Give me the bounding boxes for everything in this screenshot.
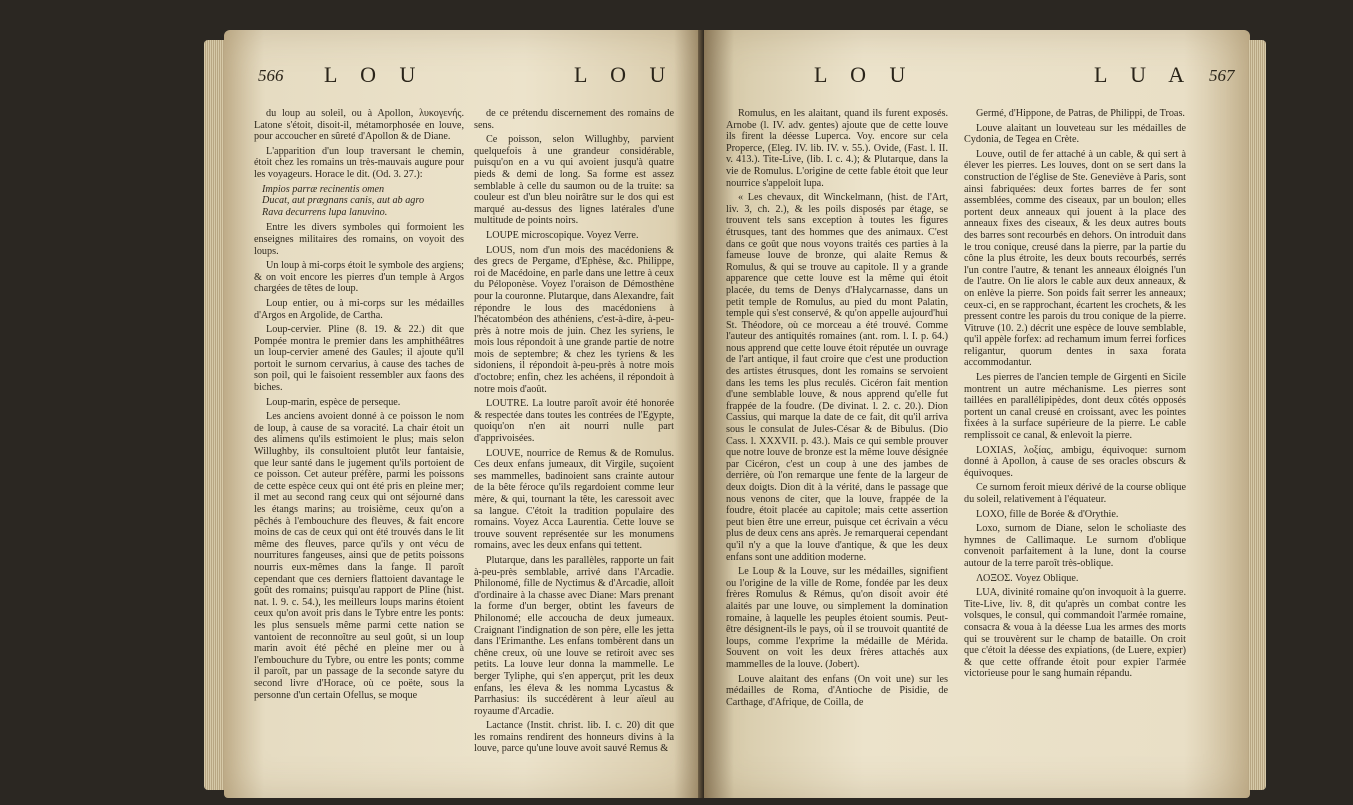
paragraph: du loup au soleil, ou à Apollon, λυκογενής. Latone s'étoit, disoit-il, métamorphosée en louve, pour accoucher en sûreté d'Apollon & de Diane. xyxy=(254,108,464,143)
paragraph: Un loup à mi-corps étoit le symbole des argiens; & on voit encore les pierres d'un temple à Argos chargées de têtes de loup. xyxy=(254,260,464,295)
paragraph: Loup-marin, espèce de perseque. xyxy=(266,396,401,408)
paragraph: Germé, d'Hippone, de Patras, de Philippi, de Troas. xyxy=(976,108,1185,119)
running-head-left-b: L O U xyxy=(574,62,675,87)
paragraph: Louve alaitant un louveteau sur les médailles de Cydonia, de Tegea en Crète. xyxy=(964,122,1186,146)
verse-line: Ducat, aut prægnans canis, aut ab agro xyxy=(262,195,425,207)
page-number-right: 567 xyxy=(1209,66,1235,85)
running-head-left-a: L O U xyxy=(324,62,425,87)
paragraph: Entre les divers symboles qui formoient les enseignes militaires des romains, on voyoit des loups. xyxy=(254,222,464,257)
right-page-column-1 xyxy=(726,108,948,711)
running-head-right-a: L O U xyxy=(814,62,915,87)
paragraph: Louve, outil de fer attaché à un cable, & qui sert à élever les pierres. Les louves, dont on se sert dans la construction de l'église de Ste. Geneviève à Paris, sont ainsi fabriquées: deux fortes barres de fer sont assemblées, comme des ciseaux, par un boulon; elles portent deux anneaux qui jouent à la place des anneaux fixes des ciseaux, & les deux autres bouts des barres sont recourbés en dehors. On introduit dans le trou conique, creusé dans la pierre, par la partie du cône la plus étroite, les deux bouts recourbés, serrés l'un contre l'autre, & tenant les anneaux éloignés l'un de l'autre. On lie alors le cable aux deux anneaux, & on enlève la pierre. Son poids fait serrer les anneaux; ceux-ci, en se rapprochant, écartent les crochets, & les pressent contre les parois du trou conique de la pierre. Vitruve (10. 2.) décrit une espèce de louve semblable, qu'il appèle forfex: ad rechamum imum ferrei forfices religantur, quorum dentes in saxa forata accommodantur. xyxy=(964,148,1186,369)
left-page-column-2 xyxy=(474,108,674,758)
right-page xyxy=(704,30,1250,798)
paragraph: ΛΟΞΟΣ. Voyez Oblique. xyxy=(976,572,1079,584)
paragraph: Ce surnom feroit mieux dérivé de la course oblique du soleil, relativement à l'équateur. xyxy=(964,482,1186,505)
page-number-left: 566 xyxy=(258,66,284,85)
paragraph: Loup entier, ou à mi-corps sur les médailles d'Argos en Argolide, de Cartha. xyxy=(254,297,464,321)
paragraph: Lactance (Instit. christ. lib. I. c. 20) dit que les romains rendirent des honneurs divins à la louve, parce qu'une louve avoit sauvé Remus & xyxy=(474,720,674,755)
paragraph: LOUPE microscopique. Voyez Verre. xyxy=(486,229,639,241)
paragraph: « Les chevaux, dit Winckelmann, (hist. de l'Art, liv. 3, ch. 2.), & les poils disposés par étage, se trouvent tels sans exception à toutes les figures étrusques, tant des hommes que des animaux. C'est dans ce goût que nous voyons traités ces parties à la fameuse louve de bronze, qui alaite Remus & Romulus, & qui se trouve au capitole. Il y a grande apparence que cette louve est la même qui étoit placée, du tems de Denys d'Halycarnasse, dans un petit temple de Romulus, au pied du mont Palatin, temple qui s'est conservé, & qu'on appelle aujourd'hui St. Théodore, où ce morceau a été trouvé. Comme l'auteur des antiquités romaines (ant. rom. l. I. p. 64.) nous apprend que cette louve étoit réputée un ouvrage de l'art antique, il faut croire que c'est une production des artistes étrusques, dont les romains se servoient dans les tems les plus reculés. Cicéron fait mention d'une semblable louve, & nous apprend qu'elle fut frappée de la foudre. (De divinat. l. 2. c. 20.). Dion Cassius, qui marque la date de ce fait, dit qu'il arriva sous le consulat de Jules-César & de Bibulus. (Dio Cass. l. XXXVII. p. 43.). Mais ce qui semble prouver que notre louve de bronze est la même louve désignée par Cicéron, c'est un coup à une des jambes de derrière, où l'on remarque une fente de la largeur de deux doigts. Dion dit à la vérité, dans le passage que nous venons de citer, que la louve, frappée de la foudre, étoit placée au capitole; mais cette assertion peut bien être une erreur, puisque cet écrivain a vécu plus de deux cens ans après. Je remarquerai cependant qu'il n'y a que la louve d'antique, & que les deux enfans sont une addition moderne. xyxy=(726,192,948,563)
left-page xyxy=(224,30,702,798)
verse-line: Impios parræ recinentis omen xyxy=(262,183,385,195)
book-edge-left xyxy=(204,40,226,790)
paragraph: Le Loup & la Louve, sur les médailles, signifient ou l'origine de la ville de Rome, fondée par les deux frères Romulus & Rémus, qu'on disoit avoir été alaités par une louve, ou simplement la domination romaine, à laquelle les peuples étoient soumis. Peut-être désignent-ils le pays, où il se trouvoit quantité de loups, comme l'exprime la médaille de Mérida. Souvent on voit les deux frères attachés aux mammelles de la louve. (Jobert). xyxy=(726,566,948,670)
right-page-column-2 xyxy=(964,108,1186,683)
paragraph: Ce poisson, selon Willughby, parvient quelquefois à une grandeur considérable, puisqu'on en a vu qui avoient jusqu'à quatre pieds & demi de long. Sa forme est assez semblable à celle du saumon ou de la truite: sa couleur est d'un bleu noirâtre sur le dos qui est marqué au-dessus des lignes latérales d'une multitude de points noirs. xyxy=(474,134,674,227)
paragraph: Les anciens avoient donné à ce poisson le nom de loup, à cause de sa voracité. La chair étoit un des alimens qu'ils estimoient le plus; mais selon Willughby, ils consultoient plutôt leur fantaisie, que leur santé dans le jugement qu'ils portoient de ce poisson. Cet auteur préfère, parmi les poissons de cette espèce ceux qui ont été pris en pleine mer; il met au second rang ceux qui ont séjourné dans les étangs marins; au troisième, ceux qu'on a pêchés à l'embouchure des fleuves, & fait encore moins de cas de ceux qui ont été trouvés dans le lit même des fleuves, parce qu'ils y ont vécu de nourritures fangeuses, ainsi que de petits poissons nourris eux-mêmes dans la fange. Il paroît cependant que ces derniers flattoient davantage le goût des romains; puisqu'au rapport de Pline (hist. nat. l. 9. c. 54.), les meilleurs loups marins étoient ceux qu'on avoit pris dans le Tybre entre les ponts: les plus sensuels même parmi cette nation se vantoient de reconnoître au seul goût, si un loup marin avoit été pêché en pleine mer ou à l'embouchure du Tybre, ou entre les ponts; comme il paroît, par un passage de la seconde satyre du second livre d'Horace, où ce poëte, sous la personne d'un certain Ofellus, se moque xyxy=(254,411,464,701)
paragraph: LOXO, fille de Borée & d'Orythie. xyxy=(976,508,1119,520)
paragraph: de ce prétendu discernement des romains de sens. xyxy=(474,108,674,131)
left-page-column-1 xyxy=(254,108,464,704)
paragraph: LUA, divinité romaine qu'on invoquoit à la guerre. Tite-Live, liv. 8, dit qu'après un combat contre les volsques, le consul, qui commandoit l'armée romaine, consacra & voua à la déesse Lua les armes des morts qui se trouvèrent sur le champ de bataille. On croit que c'étoit la déesse des expiations, (de Luere, expier) & que cette offrande étoit pour expier l'armée victorieuse pour le sang humain répandu. xyxy=(964,587,1186,680)
running-head-right-b: L U A xyxy=(1094,62,1194,87)
verse-line: Rava decurrens lupa lanuvino. xyxy=(262,206,388,218)
paragraph: Romulus, en les alaitant, quand ils furent exposés. Arnobe (l. IV. adv. gentes) ajoute que de cette louve ils firent la déesse Luperca. Voy. encore sur cela Properce, (Eleg. IV. lib. IV. v. 55.). Ovide, (Fast. l. II. v. 413.). Tite-Live, (lib. I. c. 4.); & Plutarque, dans la vie de Romulus. L'origine de cette fable étoit que leur nourrice s'appeloit lupa. xyxy=(726,108,948,189)
paragraph: LOXIAS, λοξίας, ambigu, équivoque: surnom donné à Apollon, à cause de ses oracles obscurs & équivoques. xyxy=(964,444,1186,479)
paragraph: LOUS, nom d'un mois des macédoniens & des grecs de Pergame, d'Ephèse, &c. Philippe, roi de Macédoine, en parle dans une lettre à ceux du Péloponèse. Voyez l'oraison de Démosthène pour la couronne. Plutarque, dans Alexandre, fait répondre le lous des macédoniens à l'hécatombéon des athéniens, c'est-à-dire, à-peu-près à notre mois de juin. Chez les syriens, le mois lous répondoit à une grande partie de notre mois de septembre; & chez les tyriens & les sidoniens, il répondoit à-peu-près à notre mois d'octobre; enfin, chez les achéens, il répondoit à notre mois d'août. xyxy=(474,244,675,395)
paragraph: Plutarque, dans les parallèles, rapporte un fait à-peu-près semblable, arrivé dans l'Arcadie. Philonomé, fille de Nyctimus & d'Arcadie, alloit d'ordinaire à la chasse avec Diane: Mars prenant la forme d'un berger, obtint les faveurs de Philonomé; elle accoucha de deux jumeaux. Craignant l'indignation de son père, elle les jetta dans l'Erimanthe. Les enfans tombèrent dans un chêne creux, où une louve se retiroit avec ses petits. La louve leur donna la mammelle. Le berger Tyliphe, qui s'en apperçut, prit les deux enfans, les éleva & les nomma Lycastus & Parrhasius: ils succédèrent à leur aïeul au royaume d'Arcadie. xyxy=(474,554,674,717)
paragraph: Loxo, surnom de Diane, selon le scholiaste des hymnes de Callimaque. Le surnom d'oblique convenoit parfaitement à la lune, dont la course autour de la terre paroît très-oblique. xyxy=(964,523,1186,569)
paragraph: Louve alaitant des enfans (On voit une) sur les médailles de Roma, d'Antioche de Pisidie, de Carthage, d'Afrique, de Coilla, de xyxy=(726,673,948,708)
book-edge-right xyxy=(1248,40,1266,790)
paragraph: LOUVE, nourrice de Remus & de Romulus. Ces deux enfans jumeaux, dit Virgile, suçoient ses mammelles, badinoient sans crainte autour de la bête féroce qu'ils regardoient comme leur mère, & qui, tournant la tête, les caressoit avec sa langue. C'étoit la tradition populaire des romains. Voyez Acca Laurentia. Cette louve se trouve souvent représentée sur les monumens romains, avec les deux enfans qui tettent. xyxy=(474,447,674,552)
paragraph: Loup-cervier. Pline (8. 19. & 22.) dit que Pompée montra le premier dans les amphithéâtres un loup-cervier amené des Gaules; il ajoute qu'il portoit le surnom cervarius, à cause des taches de son poil, qui le faisoient ressembler aux faons des biches. xyxy=(254,324,464,394)
paragraph: L'apparition d'un loup traversant le chemin, étoit chez les romains un très-mauvais augure pour les voyageurs. Horace le dit. (Od. 3. 27.): xyxy=(254,145,464,180)
paragraph: LOUTRE. La loutre paroît avoir été honorée & respectée dans toutes les contrées de l'Egypte, quoiqu'on n'en ait nourri nulle part d'apprivoisées. xyxy=(474,398,674,445)
paragraph: Les pierres de l'ancien temple de Girgenti en Sicile montrent un autre méchanisme. Les pierres sont taillées en parallélipipèdes, dont deux côtés opposés portent un canal creusé en croissant, avec les pointes fixées à la surface supérieure de la pierre. Le cable remplissoit ce canal, & enlevoit la pierre. xyxy=(964,372,1186,442)
